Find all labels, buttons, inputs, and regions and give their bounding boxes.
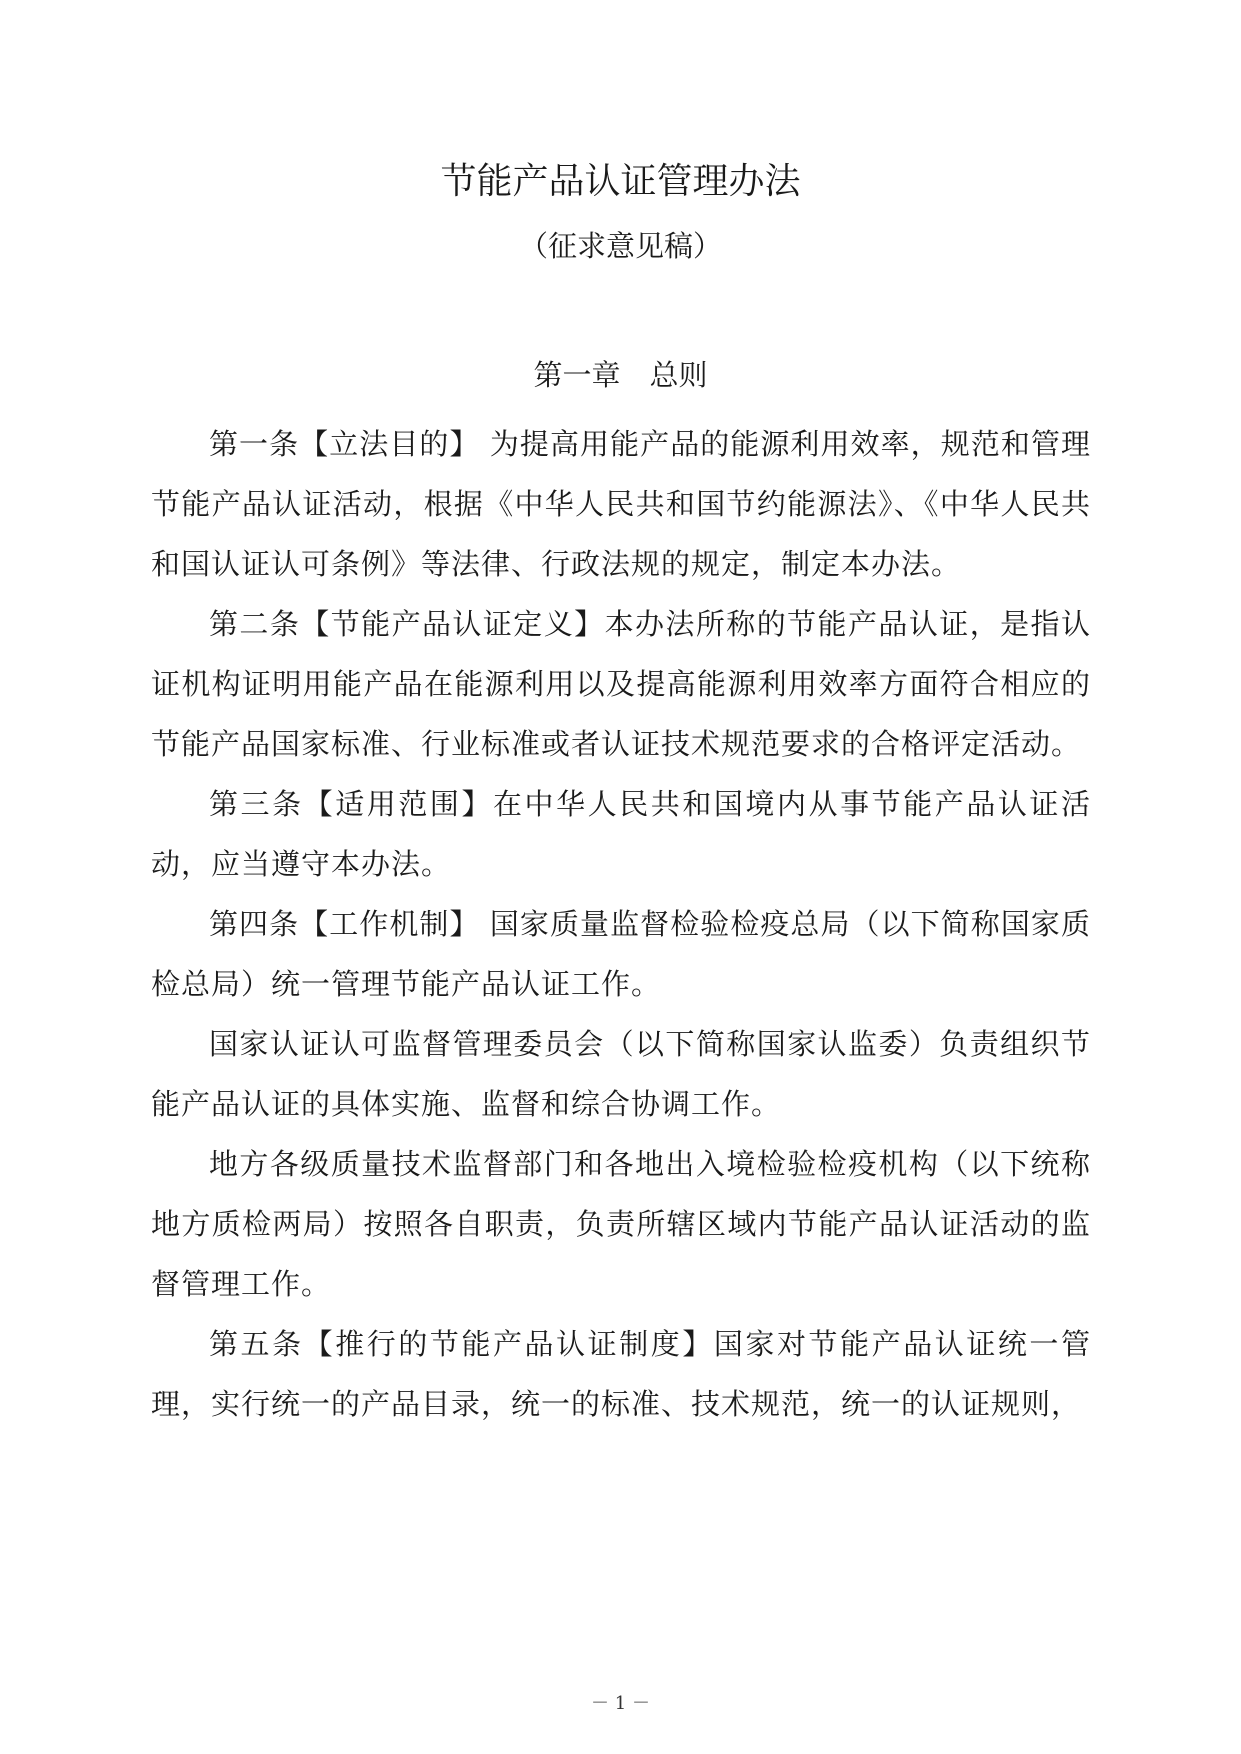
article-4-paragraph-3: 地方各级质量技术监督部门和各地出入境检验检疫机构（以下统称地方质检两局）按照各自职责，负责所辖区域内节能产品认证活动的监督管理工作。 — [151, 1147, 1091, 1301]
article-4-paragraph-2: 国家认证认可监督管理委员会（以下简称国家认监委）负责组织节能产品认证的具体实施、监督和综合协调工作。 — [151, 1027, 1091, 1121]
document-body — [151, 414, 1091, 1434]
page-number: － 1 － — [591, 1693, 650, 1714]
article-5-paragraph: 第五条【推行的节能产品认证制度】国家对节能产品认证统一管理，实行统一的产品目录，统一的标准、技术规范，统一的认证规则， — [151, 1327, 1091, 1421]
article-4-paragraph: 第四条【工作机制】 国家质量监督检验检疫总局（以下简称国家质检总局）统一管理节能产品认证工作。 — [151, 907, 1091, 1001]
article-2-paragraph: 第二条【节能产品认证定义】本办法所称的节能产品认证，是指认证机构证明用能产品在能源利用以及提高能源利用效率方面符合相应的节能产品国家标准、行业标准或者认证技术规范要求的合格评定活动。 — [151, 607, 1091, 761]
document-title: 节能产品认证管理办法 — [440, 161, 801, 202]
article-1-paragraph: 第一条【立法目的】 为提高用能产品的能源利用效率，规范和管理节能产品认证活动，根据《中华人民共和国节约能源法》、《中华人民共和国认证认可条例》等法律、行政法规的规定，制定本办法。 — [151, 427, 1091, 581]
chapter-heading: 第一章 总则 — [533, 358, 708, 392]
document-subtitle: （征求意见稿） — [518, 229, 722, 263]
article-3-paragraph: 第三条【适用范围】在中华人民共和国境内从事节能产品认证活动，应当遵守本办法。 — [151, 787, 1091, 881]
